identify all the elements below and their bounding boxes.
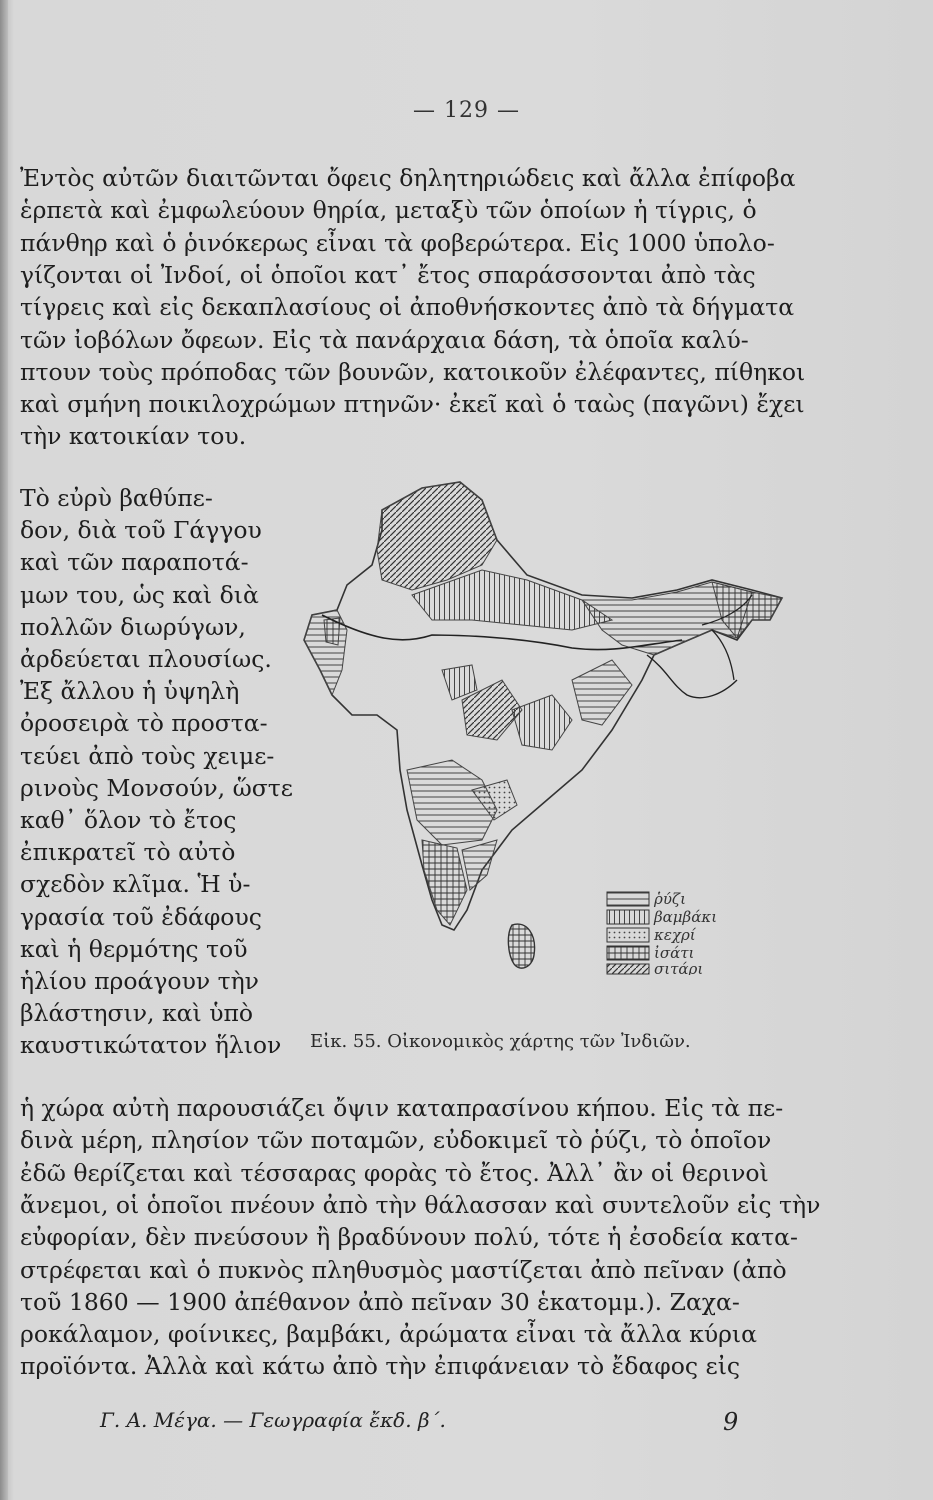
page-number: — 129 —	[413, 98, 520, 123]
text-line: ἐπικρατεῖ τὸ αὐτὸ	[20, 838, 236, 867]
binding-gutter	[0, 0, 8, 1500]
text-line: ἄνεμοι, οἱ ὁποῖοι πνέουν ἀπὸ τὴν θάλασσαν καὶ συντελοῦν εἰς τὴν	[20, 1190, 821, 1219]
text-line: εὐφορίαν, δὲν πνεύσουν ἢ βραδύνουν πολύ, τότε ἡ ἐσοδεία κατα-	[20, 1223, 798, 1252]
legend-indigo: ἰσάτι	[654, 944, 695, 962]
text-line: δον, διὰ τοῦ Γάγγου	[20, 516, 262, 545]
text-line: ροκάλαμον, φοίνικες, βαμβάκι, ἀρώματα εἶναι τὰ ἄλλα κύρια	[20, 1320, 758, 1349]
text-line: ἡλίου προάγουν τὴν	[20, 967, 259, 995]
map-legend	[607, 890, 717, 975]
text-line: πτουν τοὺς πρόποδας τῶν βουνῶν, κατοικοῦν ἐλέφαντες, πίθηκοι	[20, 357, 806, 386]
india-economic-map	[282, 470, 792, 975]
text-line: μων του, ὡς καὶ διὰ	[20, 580, 259, 609]
text-line: τῶν ἰοβόλων ὄφεων. Εἰς τὰ πανάρχαια δάση, τὰ ὁποῖα καλύ-	[20, 325, 749, 354]
text-line: καὶ ἡ θερμότης τοῦ	[20, 934, 248, 963]
text-line: ἀρδεύεται πλουσίως.	[20, 645, 272, 673]
text-line: προϊόντα. Ἀλλὰ καὶ κάτω ἀπὸ τὴν ἐπιφάνειαν τὸ ἔδαφος εἰς	[20, 1352, 741, 1381]
text-line: ἡ χώρα αὐτὴ παρουσιάζει ὄψιν καταπρασίνου κήπου. Εἰς τὰ πε-	[20, 1094, 784, 1122]
text-line: Τὸ εὐρὺ βαθύπε-	[20, 484, 213, 512]
text-line: καθ᾿ ὅλον τὸ ἔτος	[20, 806, 237, 834]
legend-wheat: σιτάρι	[654, 960, 704, 975]
text-line: πολλῶν διωρύγων,	[20, 612, 246, 641]
ceylon-island	[508, 924, 534, 968]
text-line: στρέφεται καὶ ὁ πυκνὸς πληθυσμὸς μαστίζεται ἀπὸ πεῖναν (ἀπὸ	[20, 1255, 787, 1284]
text-line: ὀροσειρὰ τὸ προστα-	[20, 709, 268, 738]
text-line: ρινοὺς Μονσούν, ὥστε	[20, 773, 293, 802]
text-line: ἑρπετὰ καὶ ἐμφωλεύουν θηρία, μεταξὺ τῶν ὁποίων ἡ τίγρις, ὁ	[20, 196, 757, 225]
text-line: τοῦ 1860 — 1900 ἀπέθανον ἀπὸ πεῖναν 30 ἑκατομμ.). Ζαχα-	[20, 1287, 740, 1316]
legend-rice: ῥύζι	[654, 890, 686, 908]
text-line: σχεδὸν κλῖμα. Ἡ ὑ-	[20, 870, 251, 899]
footer-book-credit: Γ. Α. Μέγα. — Γεωγραφία ἔκδ. β΄.	[100, 1408, 446, 1432]
text-line: ἐδῶ θερίζεται καὶ τέσσαρας φορὰς τὸ ἔτος. Ἀλλ᾿ ἂν οἱ θερινοὶ	[20, 1158, 769, 1187]
text-line: γίζονται οἱ Ἰνδοί, οἱ ὁποῖοι κατ᾿ ἔτος σπαράσσονται ἀπὸ τὰς	[20, 260, 756, 289]
legend-millet: κεχρί	[654, 926, 696, 944]
text-line: γρασία τοῦ ἐδάφους	[20, 902, 262, 931]
text-line: βλάστησιν, καὶ ὑπὸ	[20, 999, 254, 1028]
text-line: Ἐντὸς αὐτῶν διαιτῶνται ὄφεις δηλητηριώδεις καὶ ἄλλα ἐπίφοβα	[20, 164, 796, 192]
text-line: καὶ τῶν παραποτά-	[20, 548, 249, 577]
text-line: δινὰ μέρη, πλησίον τῶν ποταμῶν, εὐδοκιμεῖ τὸ ῥύζι, τὸ ὁποῖον	[20, 1126, 772, 1155]
legend-cotton: βαμβάκι	[654, 908, 718, 926]
text-line: τίγρεις καὶ εἰς δεκαπλασίους οἱ ἀποθνήσκοντες ἀπὸ τὰ δήγματα	[20, 293, 795, 322]
text-line: πάνθηρ καὶ ὁ ῥινόκερως εἶναι τὰ φοβερώτερα. Εἰς 1000 ὑπολο-	[20, 228, 775, 257]
text-line: καὶ σμήνη ποικιλοχρώμων πτηνῶν· ἐκεῖ καὶ ὁ ταὼς (παγῶνι) ἔχει	[20, 390, 805, 419]
figure-caption: Εἰκ. 55. Οἰκονομικὸς χάρτης τῶν Ἰνδιῶν.	[310, 1031, 691, 1052]
text-line: τεύει ἀπὸ τοὺς χειμε-	[20, 741, 275, 770]
text-line: τὴν κατοικίαν του.	[20, 422, 247, 451]
text-line: Ἐξ ἄλλου ἡ ὑψηλὴ	[20, 677, 240, 706]
text-line: καυστικώτατον ἥλιον	[20, 1031, 282, 1060]
economic-map-figure	[282, 470, 792, 975]
footer-signature-mark: 9	[723, 1408, 739, 1436]
